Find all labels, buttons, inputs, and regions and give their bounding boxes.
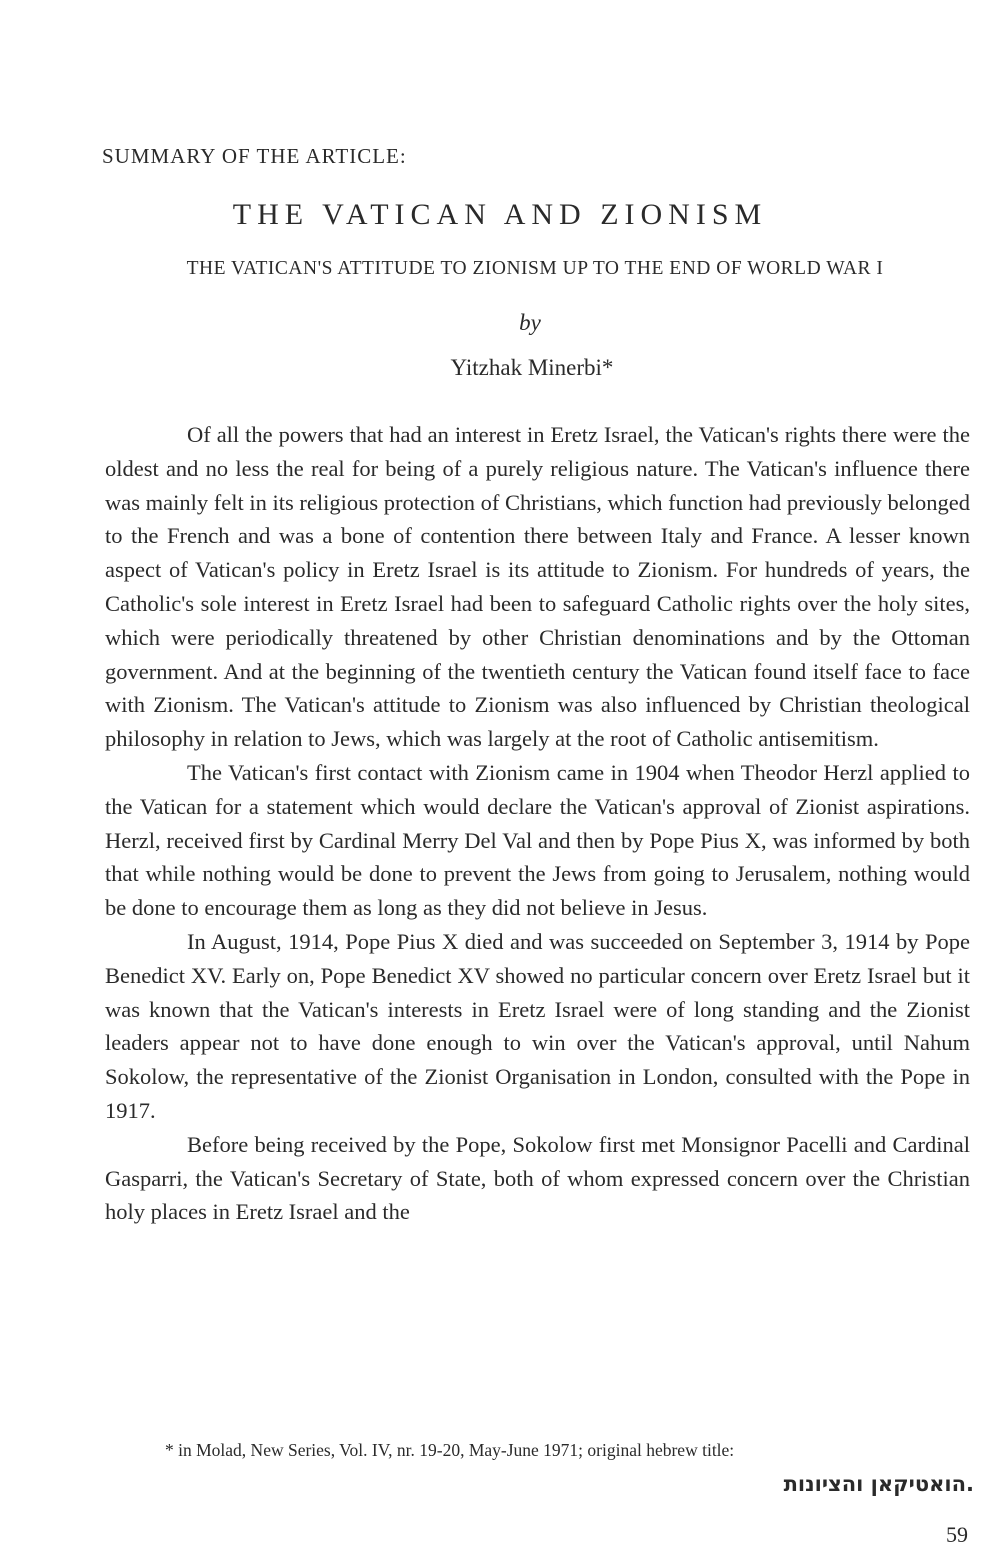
hebrew-title: .הואטיקאן והציונות [783,1472,974,1496]
paragraph: Before being received by the Pope, Sokolow first met Monsignor Pacelli and Cardinal Gasparri, the Vatican's Secretary of State, both of whom expressed concern over the Christian holy places in Eretz Israel and the [105,1131,970,1225]
summary-label: SUMMARY OF THE ARTICLE: [102,144,407,168]
footnote: * in Molad, New Series, Vol. IV, nr. 19-20, May-June 1971; original hebrew title: [165,1440,735,1460]
paragraph: Of all the powers that had an interest in Eretz Israel, the Vatican's rights there were the oldest and no less the real for being of a purely religious nature. The Vatican's influence there was mainly felt in its religious protection of Christians, which function had previously belonged to the French and was a bone of contention there between Italy and France. A lesser known aspect of Vatican's policy in Eretz Israel is its attitude to Zionism. For hundreds of years, the Catholic's sole interest in Eretz Israel had been to safeguard Catholic rights over the holy sites, which were periodically threatened by other Christian denominations and by the Ottoman government. And at the beginning of the twentieth century the Vatican found itself face to face with Zionism. The Vatican's attitude to Zionism was also influenced by Christian theological philosophy in relation to Jews, which was largely at the root of Catholic antisemitism. [105,422,970,752]
article-body [105,418,970,1229]
page-number: 59 [946,1522,968,1547]
paragraph: In August, 1914, Pope Pius X died and was succeeded on September 3, 1914 by Pope Benedict XV. Early on, Pope Benedict XV showed no particular concern over Eretz Israel but it was known that the Vatican's interests in Eretz Israel were of long standing and the Zionist leaders appear not to have done enough to win over the Vatican's approval, until Nahum Sokolow, the representative of the Zionist Organisation in London, consulted with the Pope in 1917. [105,928,970,1123]
byline-by: by [519,310,541,335]
article-subtitle: THE VATICAN'S ATTITUDE TO ZIONISM UP TO THE END OF WORLD WAR I [186,258,884,279]
paragraph: The Vatican's first contact with Zionism came in 1904 when Theodor Herzl applied to the Vatican for a statement which would declare the Vatican's approval of Zionist aspirations. Herzl, received first by Cardinal Merry Del Val and then by Pope Pius X, was informed by both that while nothing would be done to prevent the Jews from going to Jerusalem, nothing would be done to encourage them as long as they did not believe in Jesus. [105,759,970,921]
author-name: Yitzhak Minerbi* [450,355,614,380]
article-title: THE VATICAN AND ZIONISM [232,198,768,231]
